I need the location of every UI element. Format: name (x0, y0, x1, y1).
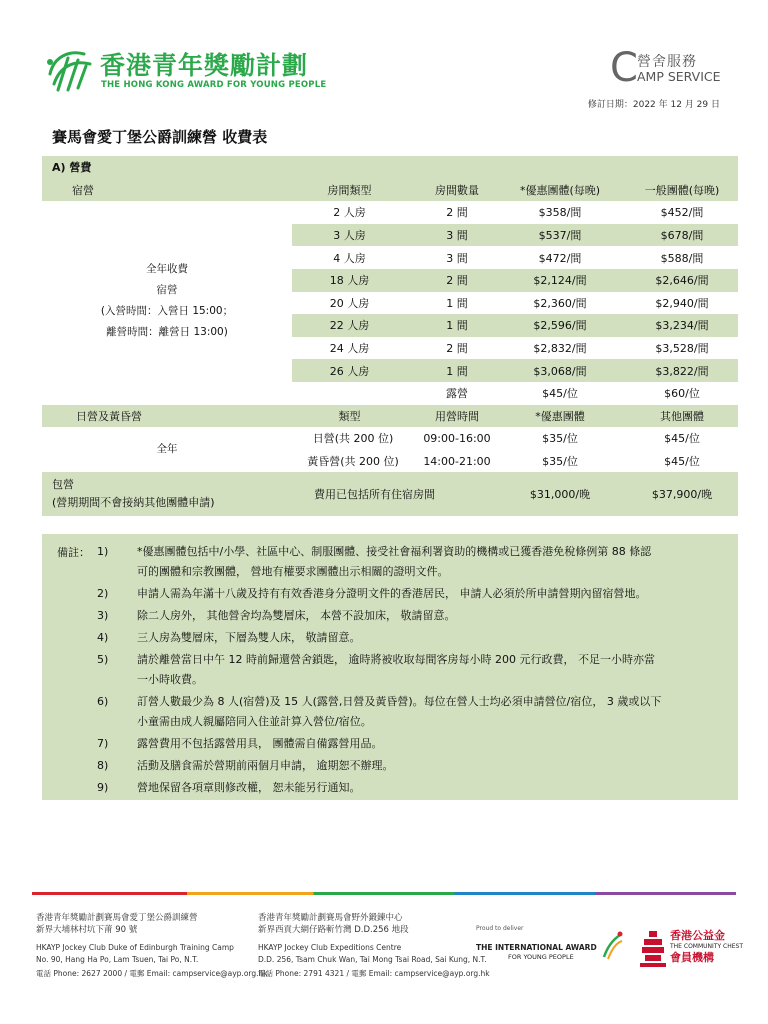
gen-price: $2,940/間 (655, 296, 709, 310)
note-line: 除二人房外， 其他營舍均為雙層床， 本營不設加床， 敬請留意。 (137, 609, 456, 622)
note-text (137, 542, 727, 582)
note-line: 訂營人數最少為 8 人(宿營)及 15 人(露營,日營及黃昏營)。每位在營人士均必須申請營位/宿位， 3 歲或以下 (137, 695, 662, 708)
table-row (292, 314, 738, 337)
table-row (292, 269, 738, 292)
exclusive-label (52, 476, 215, 512)
table-row (42, 450, 738, 473)
side-line-1: 全年收費 (146, 263, 188, 276)
note-line: 可的團體和宗教團體， 營地有權要求團體出示相關的證明文件。 (137, 565, 449, 578)
footer-text: No. 90, Hang Ha Po, Lam Tsuen, Tai Po, N.T. (36, 955, 199, 964)
table-row (42, 246, 738, 269)
table-row (42, 382, 738, 405)
footer-text: 香港青年獎勵計劃賽馬會愛丁堡公爵訓練營 (36, 913, 198, 923)
note-line: 申請人需為年滿十八歲及持有有效香港身分證明文件的香港居民， 申請人必須於所申請營期內留宿營地。 (137, 587, 647, 600)
community-chest-text (670, 930, 743, 963)
table-row (292, 359, 738, 382)
note-line: 請於離營當日中午 12 時前歸還營舍鎖匙， 逾時將被收取每間客房每小時 200 元行政費， 不足一小時亦當 (137, 653, 655, 666)
international-award-logo (476, 925, 626, 973)
room-type: 20 人房 (329, 296, 370, 310)
note-number: 3) (97, 609, 109, 622)
camp-service-c: C (610, 45, 638, 91)
pref-price: $472/間 (538, 251, 582, 265)
footer-text: HKAYP Jockey Club Duke of Edinburgh Training Camp (36, 943, 234, 952)
daycamp-pref: $35/位 (542, 432, 578, 446)
pref-price: $3,068/間 (533, 364, 587, 378)
room-type: 26 人房 (329, 364, 370, 378)
note-line: 營地保留各項章則修改權， 恕未能另行通知。 (137, 781, 361, 794)
footer-text: HKAYP Jockey Club Expeditions Centre (258, 943, 402, 952)
footer-text: 新界大埔林村坑下莆 90 號 (36, 925, 138, 935)
gen-price: $588/間 (660, 251, 704, 265)
note-number: 9) (97, 781, 109, 794)
eveningcamp-type: 黃昏營(共 200 位) (307, 455, 399, 469)
footer-contact: 電話 Phone: 2627 2000 / 電郵 Email: campservice@ayp.org.hk (36, 969, 268, 978)
note-text (137, 628, 727, 648)
room-type: 4 人房 (333, 251, 366, 265)
col-pref-price: *優惠團體(每晚) (519, 183, 601, 197)
note-number: 2) (97, 587, 109, 600)
pref-price: $537/間 (538, 229, 582, 243)
eveningcamp-pref: $35/位 (542, 455, 578, 469)
col-gen-price: 一般團體(每晚) (644, 183, 720, 197)
note-text (137, 606, 727, 626)
side-line-3: (入營時間：入營日 15:00； (100, 305, 234, 318)
note-text (137, 734, 727, 754)
room-qty: 2 間 (446, 274, 468, 288)
room-qty: 3 間 (446, 229, 468, 243)
footer-expeditions-centre (258, 912, 490, 980)
chest-zh: 香港公益金 (670, 929, 725, 942)
pref-price: $2,596/間 (533, 319, 587, 333)
col-room-type: 房間類型 (327, 183, 372, 197)
note-number: 1) (97, 545, 109, 558)
footer-text: D.D. 256, Tsam Chuk Wan, Tai Mong Tsai Road, Sai Kung, N.T. (258, 955, 487, 964)
daycamp-time: 09:00-16:00 (423, 431, 491, 445)
col-daycamp-type: 類型 (338, 409, 361, 423)
daycamp-gen: $45/位 (664, 432, 700, 446)
table-row (42, 201, 738, 224)
note-line: 露營費用不包括露營用具， 團體需自備露營用品。 (137, 737, 383, 750)
brand-name-en: THE HONG KONG AWARD FOR YOUNG PEOPLE (101, 80, 327, 90)
page-header (0, 0, 768, 120)
notes-box (42, 534, 738, 800)
section-a-row (42, 156, 738, 179)
daycamp-label: 日營及黃昏營 (76, 409, 142, 423)
room-qty: 1 間 (446, 364, 468, 378)
proud-text: Proud to deliver (476, 925, 524, 932)
pref-price: $2,360/間 (533, 296, 587, 310)
note-line: 活動及膳食需於營期前兩個月申請， 逾期恕不辦理。 (137, 759, 394, 772)
community-chest-logo-icon (640, 929, 666, 969)
note-text (137, 584, 727, 604)
exclusive-row (42, 472, 738, 516)
note-number: 5) (97, 653, 109, 666)
side-line-2: 宿營 (156, 284, 178, 297)
accommodation-body (42, 201, 738, 404)
accommodation-label: 宿營 (72, 183, 94, 197)
footer-divider (32, 892, 736, 895)
eveningcamp-time: 14:00-21:00 (423, 454, 491, 468)
gen-price: $3,822/間 (655, 364, 709, 378)
footer-contact: 電話 Phone: 2791 4321 / 電郵 Email: campservice@ayp.org.hk (258, 969, 490, 978)
exclusive-gen: $37,900/晚 (651, 488, 713, 502)
table-row (292, 224, 738, 247)
note-text (137, 692, 727, 732)
gen-price: $452/間 (660, 206, 704, 220)
chest-en: THE COMMUNITY CHEST (670, 943, 743, 950)
note-number: 8) (97, 759, 109, 772)
note-text (137, 778, 727, 798)
side-line-4: 離營時間：離營日 13:00) (106, 326, 228, 339)
exclusive-label-1: 包營 (52, 478, 74, 492)
gen-price: $3,234/間 (655, 319, 709, 333)
table-row (42, 337, 738, 360)
col-daycamp-time: 用營時間 (435, 409, 479, 423)
note-line: 一小時收費。 (137, 673, 203, 686)
camp-service-en: AMP SERVICE (637, 69, 721, 84)
col-daycamp-pref: *優惠團體 (535, 409, 585, 423)
award-figure-icon (600, 931, 624, 961)
footer-training-camp (36, 912, 268, 980)
room-qty: 1 間 (446, 319, 468, 333)
international-award-text: THE INTERNATIONAL AWARD (476, 943, 597, 952)
gen-price: $2,646/間 (655, 274, 709, 288)
pref-price: $358/間 (538, 206, 582, 220)
room-qty: 露營 (446, 387, 468, 401)
gen-price: $3,528/間 (655, 342, 709, 356)
note-number: 6) (97, 695, 109, 708)
col-daycamp-gen: 其他團體 (660, 409, 704, 423)
note-number: 4) (97, 631, 109, 644)
international-award-text-2: FOR YOUNG PEOPLE (508, 953, 574, 961)
exclusive-pref: $31,000/晚 (529, 488, 591, 502)
table-row (42, 292, 738, 315)
gen-price: $60/位 (664, 387, 700, 401)
table-row (42, 427, 738, 450)
room-type: 18 人房 (329, 274, 370, 288)
gen-price: $678/間 (660, 229, 704, 243)
room-type: 24 人房 (329, 342, 370, 356)
room-type: 3 人房 (333, 229, 366, 243)
note-text (137, 650, 727, 690)
note-line: 三人房為雙層床，下層為雙人床， 敬請留意。 (137, 631, 361, 644)
eveningcamp-gen: $45/位 (664, 455, 700, 469)
notes-label: 備註： (57, 546, 90, 559)
room-qty: 3 間 (446, 251, 468, 265)
col-room-qty: 房間數量 (435, 183, 479, 197)
exclusive-label-2: (營期期間不會接納其他團體申請) (52, 496, 215, 510)
room-qty: 2 間 (446, 342, 468, 356)
note-text (137, 756, 727, 776)
note-line: 小童需由成人親屬陪同入住並計算入營位/宿位。 (137, 715, 372, 728)
document-title: 賽馬會愛丁堡公爵訓練營 收費表 (52, 128, 268, 146)
pref-price: $2,832/間 (533, 342, 587, 356)
accommodation-header-row (42, 179, 738, 202)
section-a-title: A) 營費 (52, 161, 92, 175)
footer-text: 新界西貢大網仔路斬竹灣 D.D.256 地段 (258, 925, 409, 935)
pref-price: $45/位 (542, 387, 578, 401)
chest-member: 會員機構 (670, 951, 714, 964)
brand-name-zh: 香港青年獎勵計劃 (100, 51, 309, 80)
exclusive-desc: 費用已包括所有住宿房間 (314, 488, 435, 502)
room-qty: 2 間 (446, 206, 468, 220)
revised-date: 修訂日期：2022 年 12 月 29 日 (587, 100, 720, 110)
note-line: *優惠團體包括中/小學、社區中心、制服團體、接受社會福利署資助的機構或已獲香港免稅條例第 88 條認 (137, 545, 652, 558)
fee-table (42, 156, 738, 516)
footer-text: 香港青年獎勵計劃賽馬會野外鍛鍊中心 (258, 913, 403, 923)
room-qty: 1 間 (446, 296, 468, 310)
room-type: 2 人房 (333, 206, 366, 220)
room-type: 22 人房 (329, 319, 370, 333)
note-number: 7) (97, 737, 109, 750)
camp-service-zh: 營舍服務 (637, 54, 697, 70)
hkayp-logo-icon (44, 44, 96, 92)
daycamp-type: 日營(共 200 位) (312, 432, 394, 446)
daycamp-side: 全年 (156, 443, 178, 456)
daycamp-header-row (42, 405, 738, 428)
daycamp-body (42, 427, 738, 472)
pref-price: $2,124/間 (533, 274, 587, 288)
